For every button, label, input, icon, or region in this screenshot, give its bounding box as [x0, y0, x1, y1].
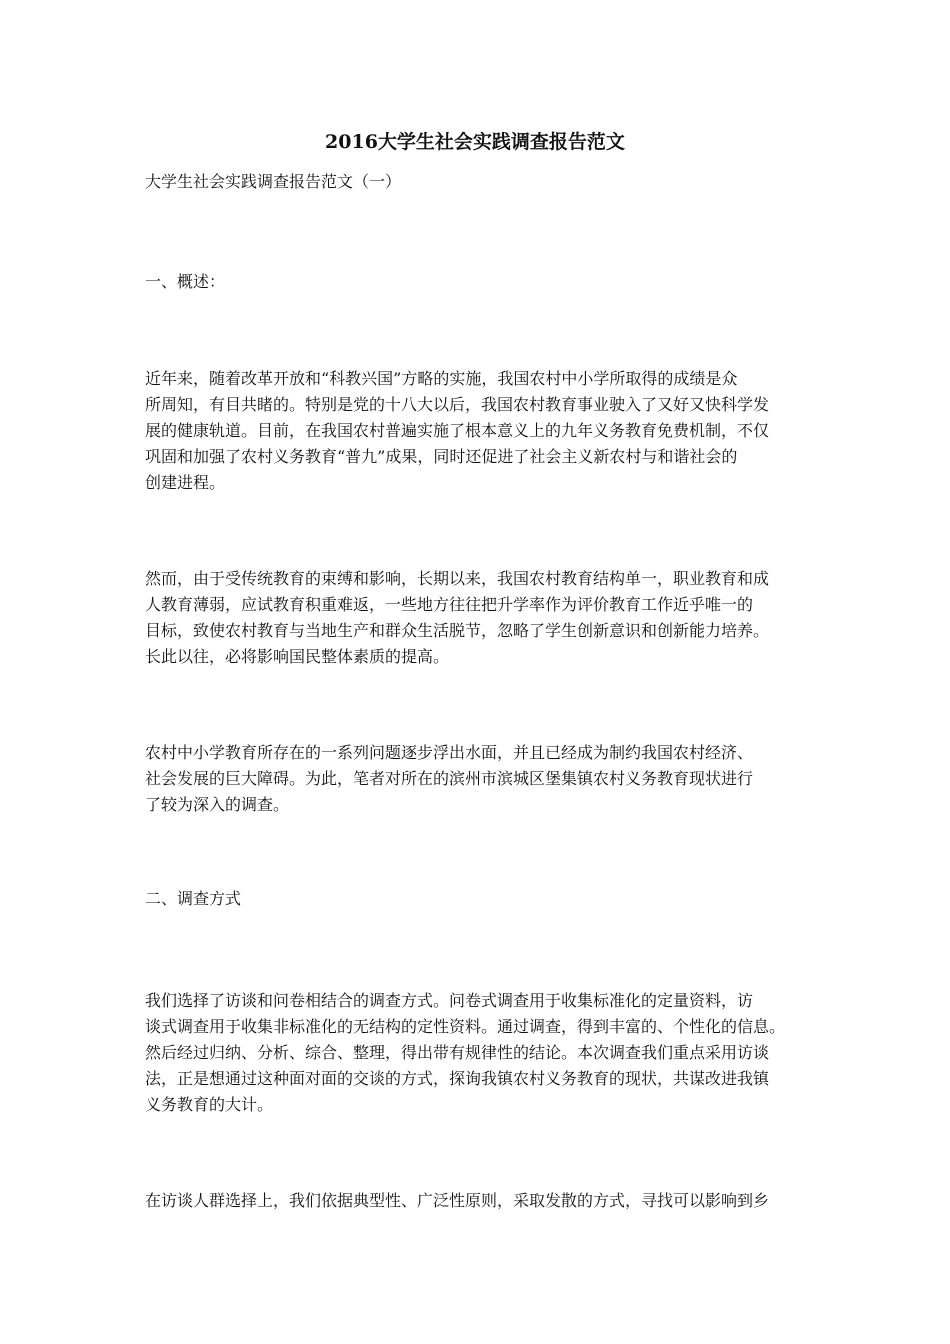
paragraph-line: 然后经过归纳、分析、综合、整理，得出带有规律性的结论。本次调查我们重点采用访谈 — [145, 1043, 770, 1062]
paragraph-survey-purpose — [145, 740, 817, 818]
paragraph-interviewees — [145, 1188, 817, 1214]
paragraph-line: 目标，致使农村教育与当地生产和群众生活脱节，忽略了学生创新意识和创新能力培养。 — [145, 621, 770, 640]
paragraph-line: 巩固和加强了农村义务教育“普九”成果，同时还促进了社会主义新农村与和谐社会的 — [145, 447, 738, 466]
paragraph-line: 义务教育的大计。 — [145, 1095, 274, 1114]
paragraph-line: 法，正是想通过这种面对面的交谈的方式，探询我镇农村义务教育的现状，共谋改进我镇 — [145, 1069, 770, 1088]
paragraph-line: 我们选择了访谈和问卷相结合的调查方式。问卷式调查用于收集标准化的定量资料，访 — [145, 991, 754, 1010]
document-subtitle: 大学生社会实践调查报告范文（一） — [145, 172, 402, 191]
paragraph-line: 社会发展的巨大障碍。为此，笔者对所在的滨州市滨城区堡集镇农村义务教育现状进行 — [145, 769, 754, 788]
section-heading-overview: 一、概述： — [145, 272, 226, 291]
paragraph-line: 长此以往，必将影响国民整体素质的提高。 — [145, 647, 450, 666]
paragraph-line: 所周知，有目共睹的。特别是党的十八大以后，我国农村教育事业驶入了又好又快科学发 — [145, 395, 770, 414]
paragraph-line: 在访谈人群选择上，我们依据典型性、广泛性原则，采取发散的方式，寻找可以影响到乡 — [145, 1191, 770, 1210]
section-heading-method: 二、调查方式 — [145, 889, 242, 908]
paragraph-line: 了较为深入的调查。 — [145, 795, 290, 814]
paragraph-line: 人教育薄弱，应试教育积重难返，一些地方往往把升学率作为评价教育工作近乎唯一的 — [145, 595, 754, 614]
paragraph-problems — [145, 566, 817, 670]
paragraph-line: 农村中小学教育所存在的一系列问题逐步浮出水面，并且已经成为制约我国农村经济、 — [145, 743, 754, 762]
paragraph-line: 近年来，随着改革开放和“科教兴国”方略的实施，我国农村中小学所取得的成绩是众 — [145, 369, 738, 388]
paragraph-line: 然而，由于受传统教育的束缚和影响，长期以来，我国农村教育结构单一，职业教育和成 — [145, 569, 770, 588]
paragraph-line: 谈式调查用于收集非标准化的无结构的定性资料。通过调查，得到丰富的、个性化的信息。 — [145, 1017, 786, 1036]
paragraph-line: 展的健康轨道。目前，在我国农村普遍实施了根本意义上的九年义务教育免费机制，不仅 — [145, 421, 770, 440]
paragraph-method — [145, 988, 817, 1118]
paragraph-intro — [145, 366, 817, 496]
document-title: 2016大学生社会实践调查报告范文 — [325, 131, 625, 153]
paragraph-line: 创建进程。 — [145, 473, 226, 492]
